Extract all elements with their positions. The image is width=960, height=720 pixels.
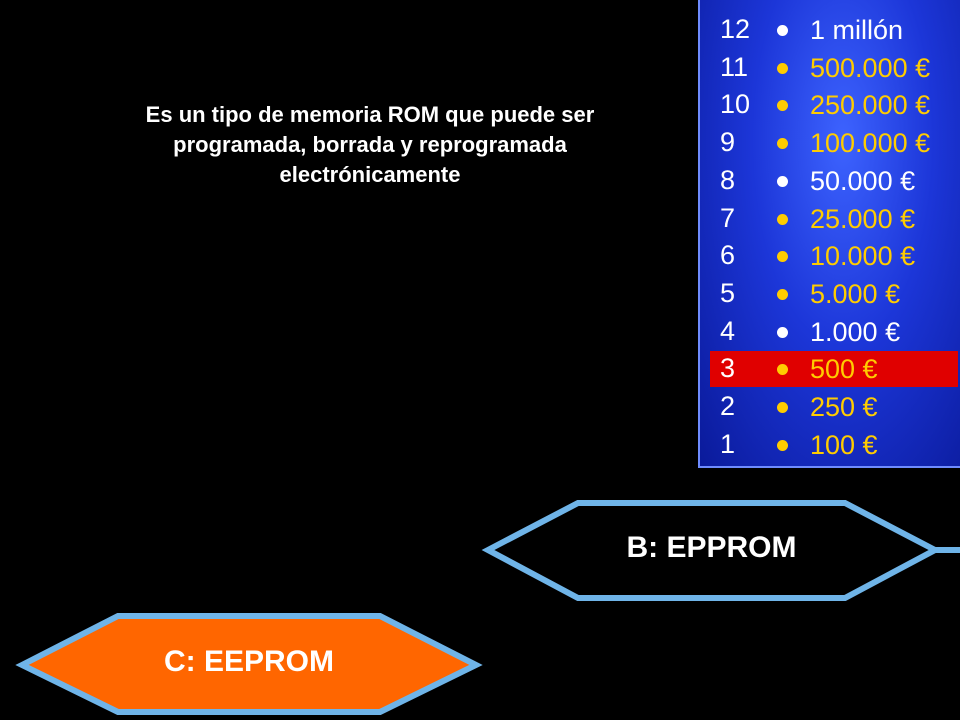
ladder-level-prize: 500 €: [810, 354, 878, 385]
ladder-level-number: 4: [720, 315, 736, 346]
ladder-level-number: 11: [720, 51, 749, 82]
ladder-level-number: 3: [720, 353, 736, 384]
ladder-level-number: 7: [720, 202, 736, 233]
ladder-level-prize: 100.000 €: [810, 128, 931, 159]
ladder-level-prize: 250 €: [810, 392, 878, 422]
ladder-level-prize: 100 €: [810, 429, 878, 460]
ladder-level-prize: 10.000 €: [810, 241, 916, 272]
ladder-level-prize: 50.000 €: [810, 165, 916, 196]
ladder-level-number: 8: [720, 164, 736, 195]
answer-c-label[interactable]: C: EEPROM: [163, 645, 334, 678]
ladder-level-prize: 500.000 €: [810, 52, 931, 83]
ladder-level-prize: 1.000 €: [810, 316, 901, 347]
ladder-level-prize: 25.000 €: [810, 203, 916, 234]
ladder-level-number: 1: [720, 428, 736, 459]
ladder-level-number: 6: [720, 240, 736, 271]
question-line-3: electrónicamente: [279, 162, 461, 187]
ladder-level-prize: 1 millón: [810, 15, 904, 45]
question-line-2: programada, borrada y reprogramada: [173, 132, 567, 157]
ladder-level-number: 5: [720, 277, 736, 308]
ladder-level-number: 12: [720, 14, 751, 44]
ladder-level-number: 2: [720, 391, 736, 421]
ladder-level-number: 10: [720, 89, 751, 120]
question-line-1: Es un tipo de memoria ROM que puede ser: [145, 102, 595, 127]
ladder-level-prize: 250.000 €: [810, 90, 931, 121]
ladder-level-number: 9: [720, 127, 736, 158]
ladder-level-prize: 5.000 €: [810, 278, 901, 309]
answer-b-label[interactable]: B: EPPROM: [626, 531, 797, 564]
